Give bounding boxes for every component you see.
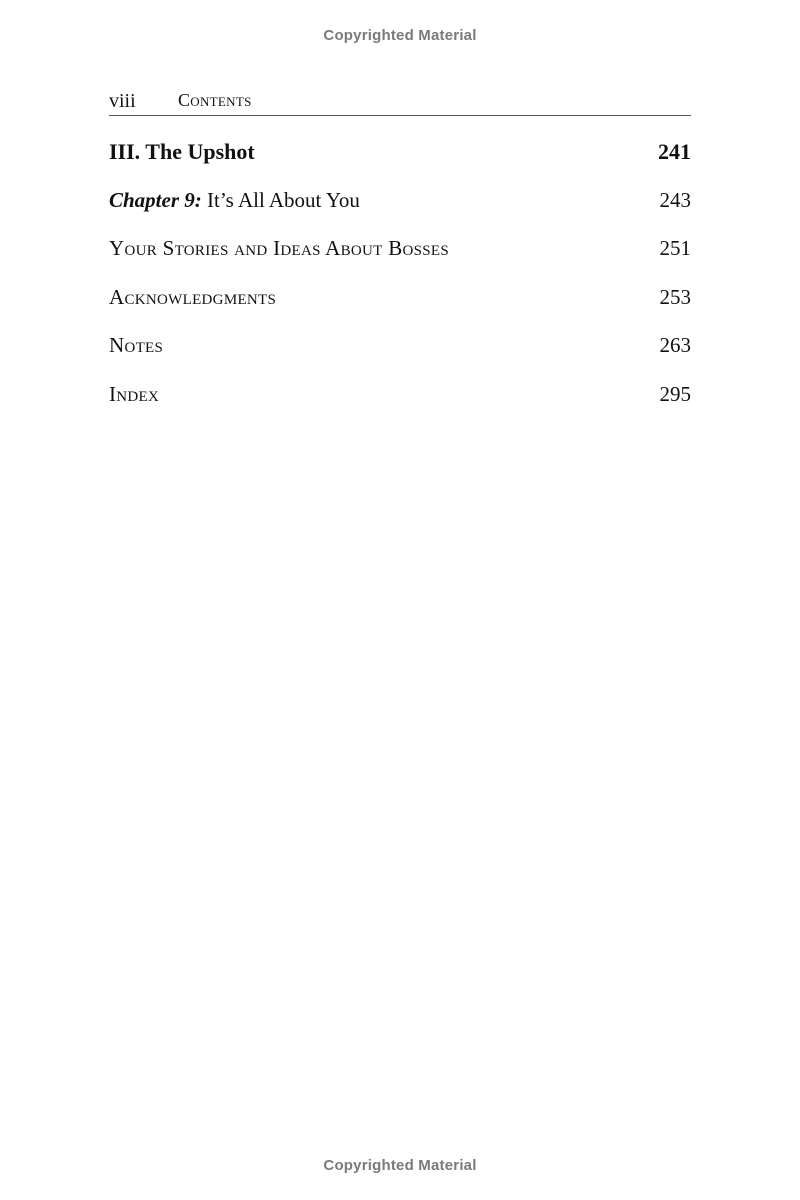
toc-entry-page: 253 [659, 284, 691, 309]
toc-entry-title: Acknowledgments [109, 284, 277, 309]
copyright-watermark-top: Copyrighted Material [323, 27, 477, 44]
toc-chapter-label: Chapter 9: [109, 187, 202, 212]
running-title: Contents [178, 90, 252, 110]
running-head [109, 88, 691, 116]
toc-entry-page: 295 [659, 381, 691, 406]
toc-part-title: III. The Upshot [109, 139, 255, 164]
copyright-watermark-bottom: Copyrighted Material [323, 1157, 477, 1174]
toc-part-page: 241 [658, 139, 691, 164]
toc-chapter-title-line [109, 188, 360, 213]
toc-entry-title: Your Stories and Ideas About Bosses [109, 236, 450, 260]
toc-part-entry [109, 135, 691, 184]
toc-entry-page: 263 [659, 333, 691, 357]
toc-chapter-entry [109, 184, 691, 233]
toc-entry [109, 232, 691, 281]
toc-chapter-title: It’s All About You [207, 187, 360, 212]
toc-entry-page: 251 [659, 236, 691, 260]
toc-chapter-page: 243 [659, 187, 691, 212]
toc-entry [109, 329, 691, 378]
toc-entry-title: Notes [109, 333, 164, 357]
toc-entry [109, 378, 691, 427]
toc-entry-title: Index [109, 381, 160, 406]
page-folio: viii [109, 90, 136, 112]
table-of-contents [109, 135, 691, 426]
toc-entry [109, 281, 691, 330]
